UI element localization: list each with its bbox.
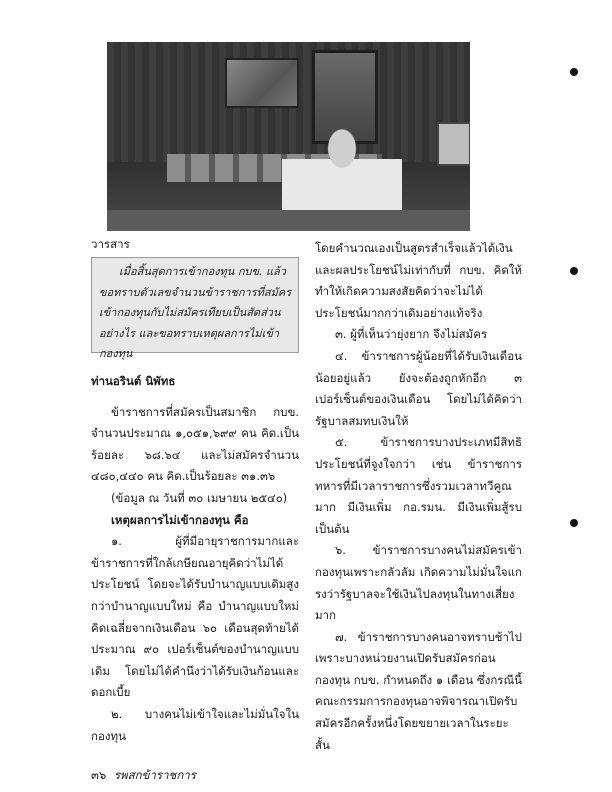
reason-7: ๗. ข้าราชการบางคนอาจทราบช้าไปเพราะบางหน่วยงานเปิดรับสมัครก่อนกองทุน กบข. กำหนดถึง ๑ เดือน ซึ่งกรณีนี้ คณะกรรมการกองทุนอาจพิจารณาเปิดรับสมัครอีกครั้งหนึ่งโดยขยายเวลาในระยะสั้น [315,629,522,752]
photo-wall-painting [225,58,299,108]
punch-hole-icon [570,68,578,76]
reason-5: ๕. ข้าราชการบางประเภทมีสิทธิประโยชน์ที่จูงใจกว่า เช่น ข้าราชการทหารที่มีเวลาราชการซึ่งรวมเวลาทวีคูณมาก มีเงินเพิ่ม กอ.รมน. มีเงินเพิ่มสู้รบ เป็นต้น [315,435,522,536]
reason-2-continued: โดยคำนวณเองเป็นสูตรสำเร็จแล้วได้เงินและผลประโยชน์ไม่เท่ากับที่ กบข. คิดให้ ทำให้เกิดความสงสัยคิดว่าจะไม่ได้ประโยชน์มากกว่าเดิมอย่างแท้จริง [315,241,522,320]
reason-2: ๒. บางคนไม่เข้าใจและไม่มั่นใจในกองทุน [91,706,299,743]
reasons-heading: เหตุผลการไม่เข้ากองทุน คือ [111,512,249,527]
left-column [91,371,299,747]
right-column [315,238,522,756]
publication-name: รพสกข้าราชการ [113,768,196,782]
answer-paragraph: ข้าราชการที่สมัครเป็นสมาชิก กบข. จำนวนประมาณ ๑,๐๕๑,๖๙๙ คน คิด.เป็นร้อยละ ๖๘.๖๔ และไม่สมัครจำนวน ๔๘๐,๔๔๐ คน คิด.เป็นร้อยละ ๓๑.๓๖ [91,404,299,484]
page-footer [91,767,196,785]
page-number: ๓๖ [91,768,107,782]
reason-3: ๓. ผู้ที่เห็นว่ายุ่งยาก จึงไม่สมัคร [335,327,488,342]
reason-4: ๔. ข้าราชการผู้น้อยที่ได้รับเงินเดือนน้อยอยู่แล้ว ยังจะต้องถูกหักอีก ๓ เปอร์เซ็นต์ของเงินเดือน โดยไม่ได้คิดว่ารัฐบาลสมทบเงินให้ [315,348,522,428]
reason-6: ๖. ข้าราชการบางคนไม่สมัครเข้ากองทุนเพราะกลัวลัม เกิดความไม่มั่นใจแกรงว่ารัฐบาลจะใช้เงินไปลงทุนในทางเสี่ยงมาก [315,543,522,623]
photo-desk [107,210,470,231]
interview-photo [107,42,470,231]
data-source-note: (ข้อมูล ณ วันที่ ๓๐ เมษายน ๒๕๔๐) [111,490,288,505]
question-text: เมื่อสิ้นสุดการเข้ากองทุน กบข. แล้วขอทราบตัวเลขจำนวนข้าราชการที่สมัครเข้ากองทุนกับไม่สมัครเทียบเป็นสัดส่วนอย่างไร และขอทราบเหตุผลการไม่เข้ากองทุน [99,265,292,360]
photo-monitor [437,122,470,166]
reason-1: ๑. ผู้ที่มีอายุราชการมากและข้าราชการที่ใกล้เกษียณอายุคิดว่าไม่ได้ประโยชน์ โดยจะได้รับบำนาญแบบเดิมสูงกว่าบำนาญแบบใหม่ คือ บำนาญแบบใหม่คิดเฉลี่ยจากเงินเดือน ๖๐ เดือนสุดท้ายได้ประมาณ ๙๐ เปอร์เซ็นต์ของบำนาญแบบเดิม โดยไม่ได้คำนึงว่าได้รับเงินก้อนและดอกเบี้ย [91,534,299,700]
speaker-name: ท่านอรินต์ นิพัทธ [91,374,176,388]
punch-hole-icon [570,519,578,527]
punch-hole-icon [570,267,578,275]
journal-label: วารสาร [91,237,130,251]
question-box [91,257,299,360]
